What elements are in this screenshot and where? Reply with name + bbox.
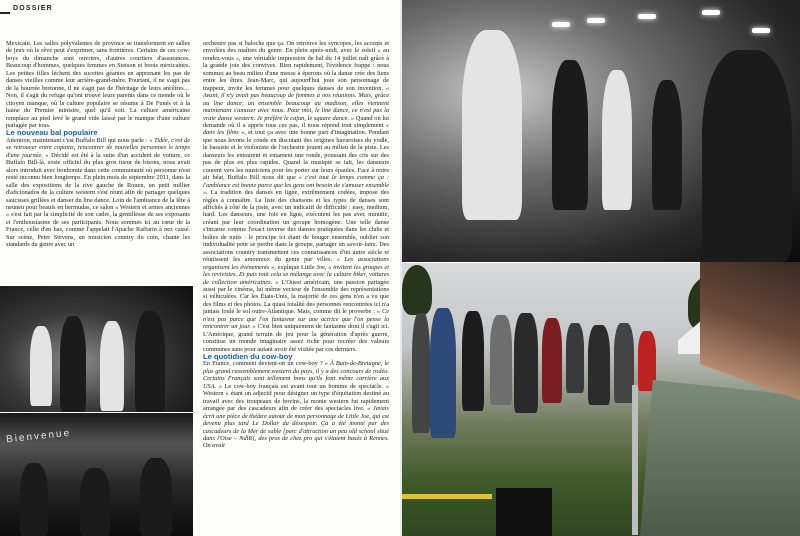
spectator (614, 323, 634, 403)
photo-figure (140, 458, 172, 536)
section-label: DOSSIER (13, 5, 53, 12)
spectator (542, 318, 562, 403)
paragraph (203, 40, 389, 353)
paragraph-text: Quand on lui demande où il a appris tous ces pas, il nous répond tout simplement (203, 114, 389, 129)
paragraph (203, 360, 389, 449)
paragraph-text: L'Ouest américain, une passion partagée aussi par le cinéma, lui même vecteur de l'ensemble des représentations si véhiculées. Car les États-Unis, la majorité de ces gens n'en a vu que des films et des photos. La quasi totalité des personnes rencontrées ici n'a jamais foulé le sol outre-Atlantique. Mais, comme dit le proverbe : (203, 278, 389, 316)
paragraph-text: , et tout ça avec une bonne part d'imagination. Pendant que nous levons le coude en discutant des origines bavaroises du yodle, le bassiste et le violoniste de l'orchestre jouent au milieu de la piste. Les danseurs les entourent et entament une ronde, poussant des cris sur des pas de plus en plus rapides. Quand la musique se tait, les danseurs courent vers les musiciens pour les porter sur leurs épaules. Face à notre air béat, Buffalo Bill nous dit que (203, 129, 389, 182)
photo-saloon-bar (0, 413, 193, 536)
ceiling-light (587, 18, 605, 23)
ceiling-light (552, 22, 570, 27)
dancer-figure (652, 80, 682, 210)
text-column-2 (203, 40, 389, 532)
tree (402, 265, 432, 315)
ceiling-light (752, 28, 770, 33)
subheading-quotidien-cowboy: Le quotidien du cow-boy (203, 352, 293, 362)
photo-line-dancers (402, 0, 800, 262)
speaker-box (496, 488, 552, 536)
quote: « c'est tout le temps comme ça : l'ambiance est bonne parce que les gens ont besoin de s'amuser ensemble ». (203, 174, 389, 197)
spectator (412, 313, 430, 433)
performer-figure (700, 262, 800, 422)
paragraph (6, 137, 190, 249)
paragraph-text: Décidé est été à la suite d'un accident de voiture, ce Buffalo Bill-là, sosie officiel du plus gros tueur de bisons, nous avait alors introduit avec bonhomie dans cette communauté où personne n'est resté inconnu bien longtemps. En plein mois de septembre 2011, dans la salle des expositions de la rive gauche de Rouen, un petit millier d'aficionados de la culture western s'est réuni afin de partager quelques saucisses grillées et danser du line dance. Loin de l'ambiance de la fête à neuneu pour beaufs en bermudas, ce salon « Western et armes anciennes » s'est fait par la simplicité de son cadre, la gentillesse de ses exposants et l'enthousiasme de ses participants. Nous sommes ici au cœur de la France, celle d'en bas, comme l'appelait l'Apache Raffarin à nez cassé. Sur scène, Peter Stevens, un musicien country du coin, chante les standards du genre avec un (6, 151, 190, 249)
paragraph: Mexicain. Les salles polyvalentes de province se transforment en salles de jeux où le rêve peut s'exprimer, sans frontières. Certains de ces cow-boys du dimanche sont ouvriers, d'autres courtiers d'assurances. Beaucoup d'hommes, quelques femmes en Stetson et boots mexicaines. Les petites filles lèchent des sucettes géantes en apprenant les pas de danses vieilles comme leur arrière-grand-mère. Pourtant, il ne s'agit pas de la bourrée bretonne, il ne s'agit pas de l'héritage de leurs ancêtres… Non, il s'agit du refuge qu'ont trouvé leurs parents dans ce monde où le citoyen manque, où la culture populaire se résume à De Funès et à la haine du Premier ministre, quel qu'il soit. La culture américaine remplace au pied levé le grand vide laissé par le manque d'une culture partagée par tous. (6, 40, 190, 129)
quote: « Ce n'est pas parce que l'on fantasme sur une actrice que l'on pense la rencontrer un jour. » (203, 308, 389, 331)
spectator (566, 323, 584, 393)
paragraph-text: C'est bien uniquement de fantasme dont il s'agit ici. L'Amérique, grand terrain de jeu pour la génération d'après guerre, constitue un monde imaginaire assez riche pour recréer des valeurs communes sans pour autant avoir été visitée par ces derniers. (203, 323, 389, 353)
paragraph-text: , explique Little Joe, (274, 263, 329, 271)
photo-figure (135, 311, 165, 412)
paragraph-text: orchestre pas si baloche que ça. On retrouve les syncopes, les accents et envolées des maîtres du genre. En plein après-midi, avec le soleil « au rendez-vous », une véritable impression de bal du 14 juillet naît grâce à la grande joie des convives. Bien rapidement, l'évidence frappe : nous sommes au beau milieu d'une messe à éperons où la danse crée des liens entre les êtres. Jean-Marc, qui aujourd'hui joue son personnage de trappeur, invite les femmes pour quelques danses de son invention. (203, 40, 389, 92)
photo-figure (60, 316, 86, 412)
paragraph-text: En France, comment devient-on un cow-boy ? (203, 360, 325, 368)
quote: « dans les films » (203, 121, 389, 137)
quote: « À Bain-de-Bretagne, le plus grand rassemblement western du pays, il y a des concours de rodéo. Certains Français sont tellement bons qu'ils font même carrière aux USA. » (203, 360, 389, 390)
spectator (430, 308, 456, 438)
text-column-1 (6, 40, 190, 284)
dancer-figure (462, 30, 522, 220)
quote: « Avant, il n'y avait pas beaucoup de femmes à nos réunions. Mais, grâce au line dance, un ensemble beaucoup au madison, elles viennent maintenant s'amuser avec nous. Pour moi, le line dance, ce n'est pas la vraie danse western. Je préfère le cajun, le square dance. » (203, 84, 389, 122)
bar-welcome-sign: Bienvenue (5, 427, 72, 446)
photo-western-party-crowd (0, 286, 193, 412)
quote: « invitent les groupes et les revivistes. Et puis tout cela se mélange avec la culture biker, voitures de collection américaines. » (203, 263, 389, 286)
paragraph-text: Le cow-boy français est avant tout un homme de spectacle. « Western » étant un adjectif pour désigner un type d'équitation destiné au travail avec des troupeaux de bovins, la monte western fut rapidement arrangée par des cascadeurs afin de créer des spectacles live. (203, 382, 389, 413)
header-rule (0, 12, 10, 14)
stage-rail (632, 385, 638, 535)
spectator (514, 313, 538, 413)
subheading-bal-populaire: Le nouveau bal populaire (6, 128, 98, 138)
dancer-figure (552, 60, 588, 210)
ceiling-light (702, 10, 720, 15)
photo-figure (30, 326, 52, 406)
photo-figure (80, 468, 110, 536)
quote: « Tidée, c'est de se retrouver entre copains, rencontrer de nouvelles personnes le temps d'une journée. » (6, 136, 190, 159)
photo-figure (20, 463, 48, 536)
spectator (462, 311, 484, 411)
ground-marking (402, 494, 492, 499)
spectator (588, 325, 610, 405)
paragraph-text: Attention, maintenant c'est Buffalo Bill qui nous parle : (6, 136, 150, 144)
dancer-figure (702, 50, 792, 262)
photo-figure (100, 321, 124, 411)
spectator (490, 315, 512, 405)
quote: « Javais écrit une pièce de théâtre autour de mon personnage de Little Joe, qui est devenu plus tard Le Dollar du désespoir. Ça a été monté par des cascadeurs de la Mer de sable [parc d'attraction un peu old school situé dans l'Oise – NdlR], des pros de chez pro qui s'étaient basés à Rennes. On avait (203, 405, 389, 450)
dancer-figure (602, 70, 632, 210)
ceiling-light (638, 14, 656, 19)
paragraph-text: La tradition des danses en ligne, extrêmement codées, impose des règles à connaître. La liste des chansons et les types de danses sont affichés à côté de la piste, avec un indicatif de difficulté : easy, medium, hard. Les danseurs, une fois en ligne, exécutent les pas avec minutie, créant par leur coordination un groupe homogène. Une telle danse s'incarne comme l'exact inverse des danses pratiquées dans les clubs et boîtes de nuits : le principe ici étant de bouger ensemble, oublier son individualité pour se perdre dans le groupe, partager un savoir-faire. Des associations country transmettent ces connaissances d'un autre siècle et réunissent les amoureux du genre par villes. (203, 189, 389, 264)
quote: « Les associations organisent les événements » (203, 256, 389, 271)
